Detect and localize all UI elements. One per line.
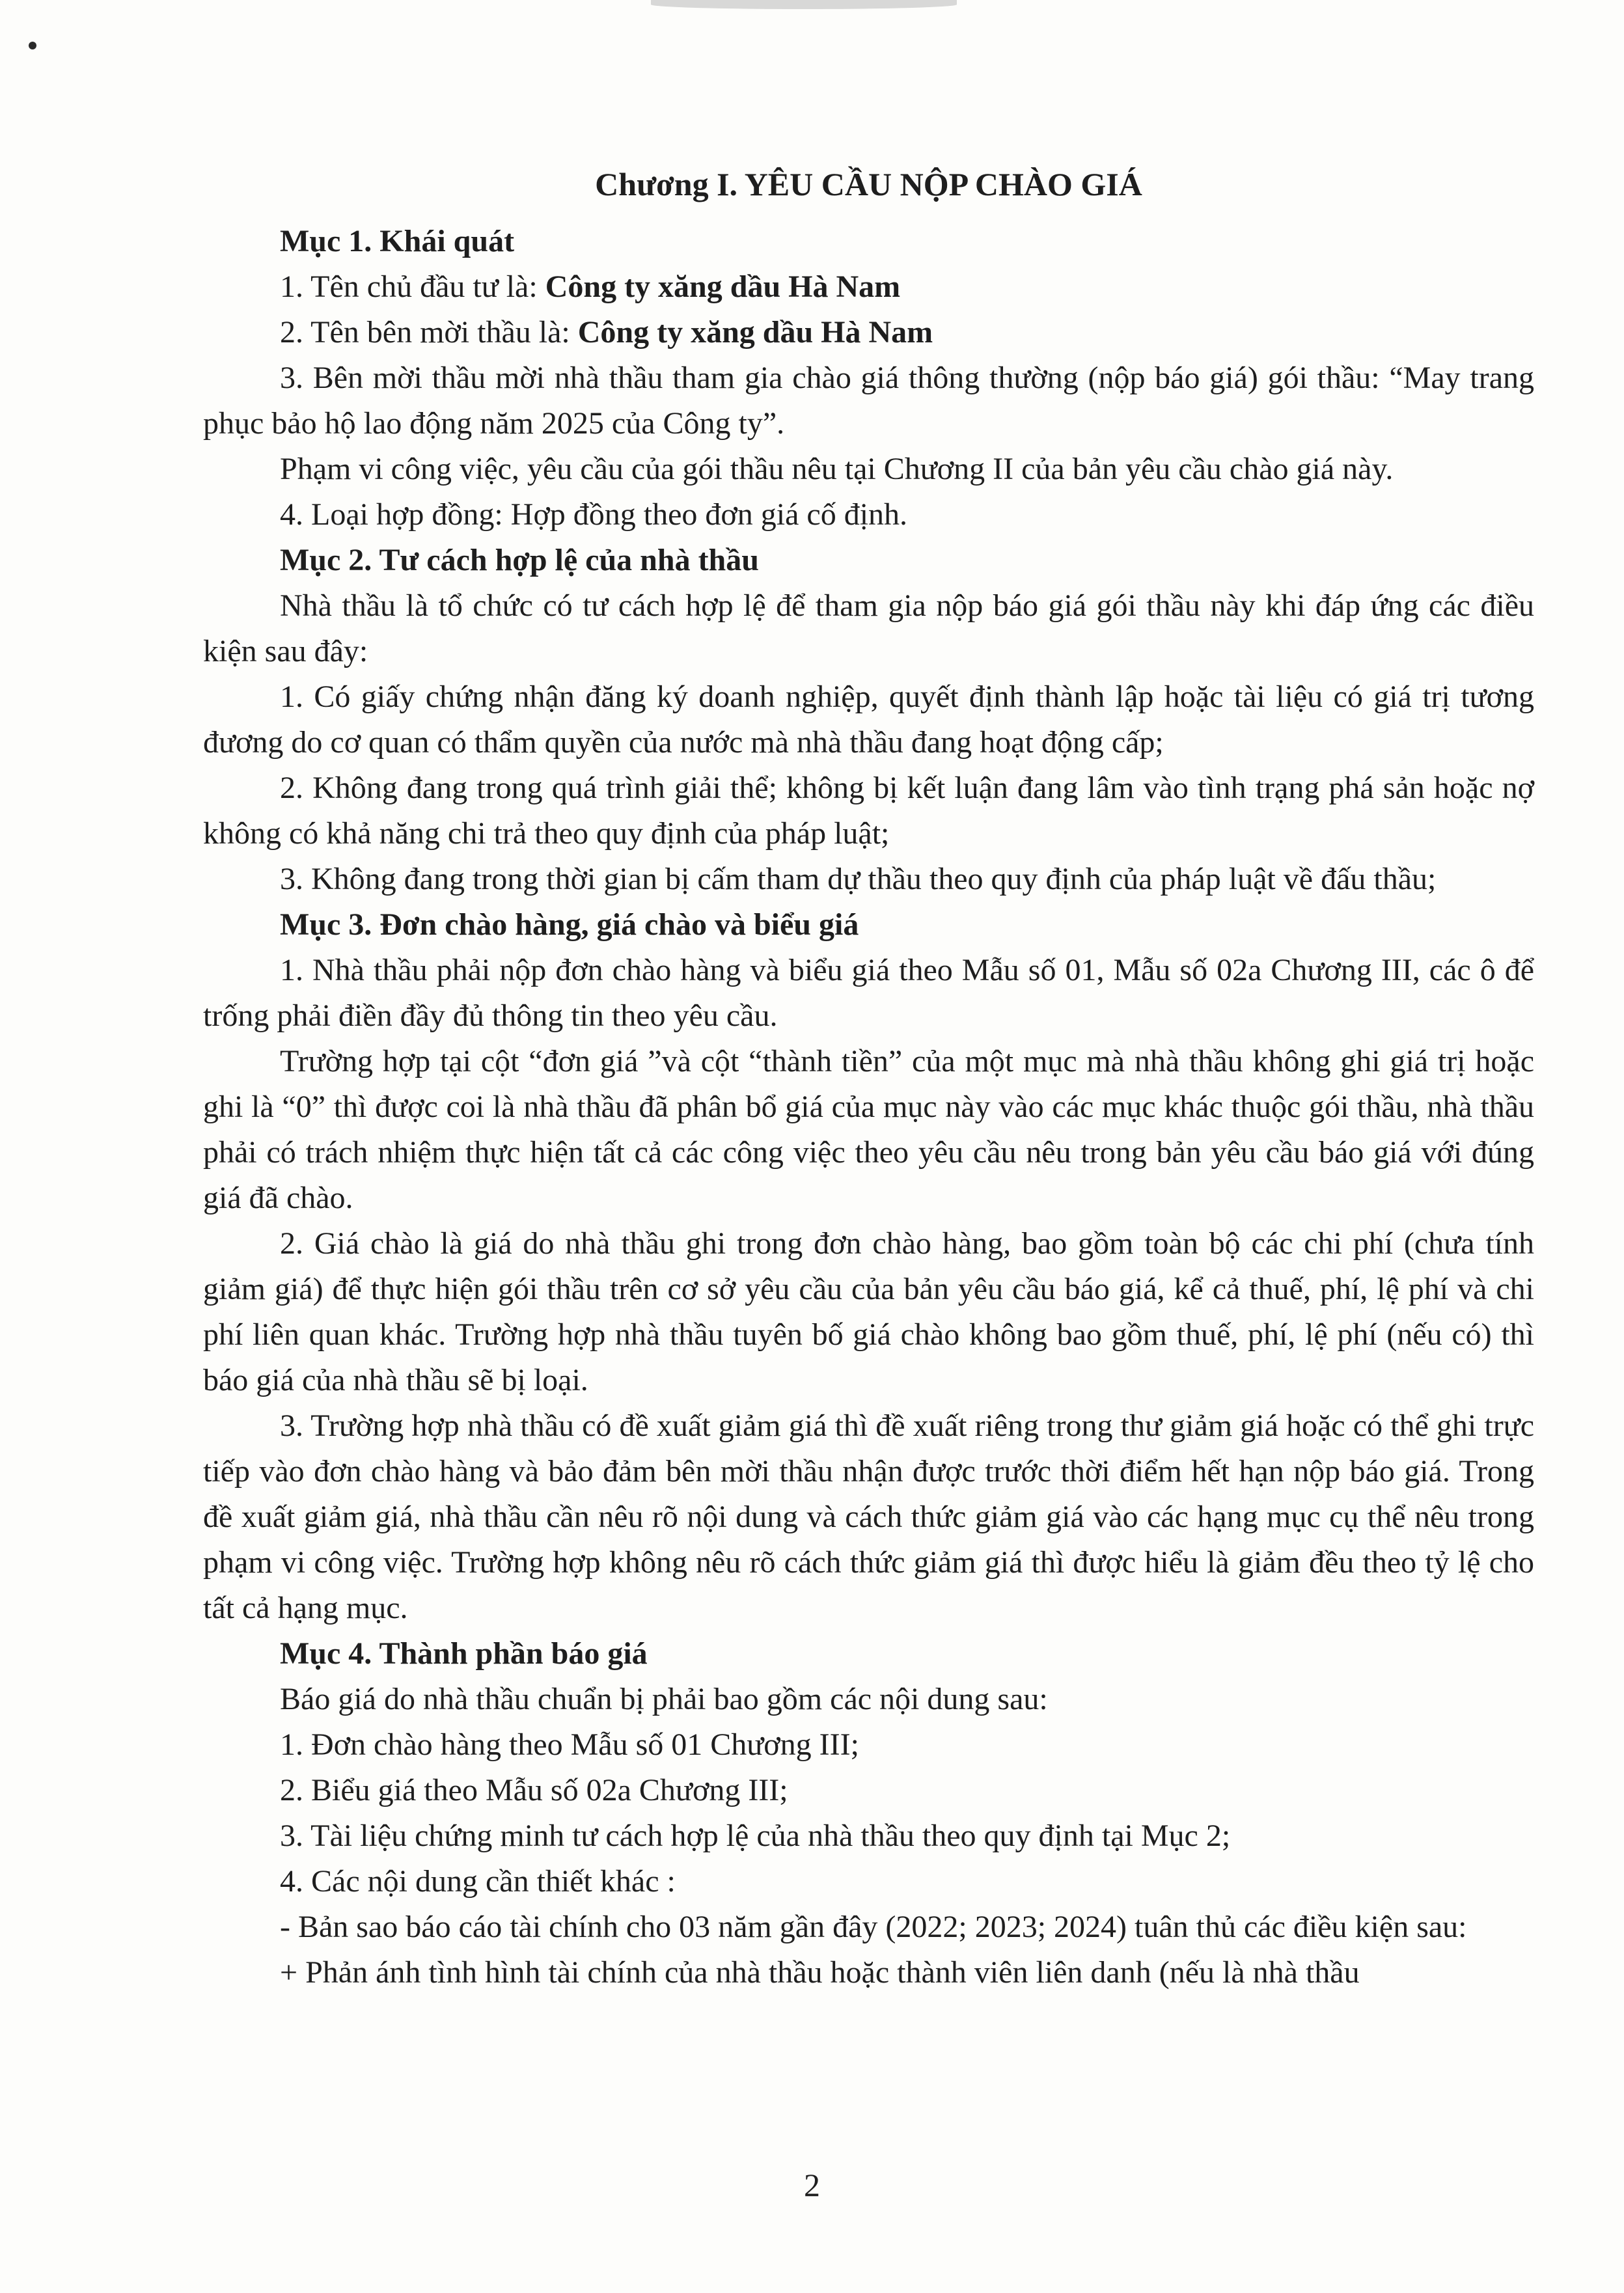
section-heading-muc1: Mục 1. Khái quát: [280, 224, 515, 258]
muc1-line-2-label: 2. Tên bên mời thầu là:: [280, 315, 578, 350]
muc4-line-2: 2. Biểu giá theo Mẫu số 02a Chương III;: [280, 1773, 788, 1807]
muc1-line-1-label: 1. Tên chủ đầu tư là:: [280, 269, 545, 304]
section-heading-muc3: Mục 3. Đơn chào hàng, giá chào và biểu giá: [280, 907, 859, 942]
document-body: [203, 155, 1534, 1996]
muc3-line-2: 2. Giá chào là giá do nhà thầu ghi trong đơn chào hàng, bao gồm toàn bộ các chi phí (chưa tính giảm giá) để thực hiện gói thầu trên cơ sở yêu cầu của bản yêu cầu báo giá, kể cả thuế, phí, lệ phí và chi phí liên quan khác. Trường hợp nhà thầu tuyên bố giá chào không bao gồm thuế, phí, lệ phí (nếu có) thì báo giá của nhà thầu sẽ bị loại.: [203, 1226, 1534, 1397]
section-heading-muc2: Mục 2. Tư cách hợp lệ của nhà thầu: [280, 543, 759, 577]
muc1-line-3: 3. Bên mời thầu mời nhà thầu tham gia chào giá thông thường (nộp báo giá) gói thầu: “May trang phục bảo hộ lao động năm 2025 của Công ty”.: [203, 361, 1534, 441]
muc4-line-3: 3. Tài liệu chứng minh tư cách hợp lệ của nhà thầu theo quy định tại Mục 2;: [280, 1819, 1231, 1853]
muc1-line-3b: Phạm vi công việc, yêu cầu của gói thầu nêu tại Chương II của bản yêu cầu chào giá này.: [280, 452, 1394, 486]
muc3-line-1b: Trường hợp tại cột “đơn giá ”và cột “thành tiền” của một mục mà nhà thầu không ghi giá trị hoặc ghi là “0” thì được coi là nhà thầu đã phân bổ giá của mục này vào các mục khác thuộc gói thầu, nhà thầu phải có trách nhiệm thực hiện tất cả các công việc theo yêu cầu nêu trong bản yêu cầu báo giá với đúng giá đã chào.: [203, 1044, 1534, 1215]
muc3-line-3: 3. Trường hợp nhà thầu có đề xuất giảm giá thì đề xuất riêng trong thư giảm giá hoặc có thể ghi trực tiếp vào đơn chào hàng và bảo đảm bên mời thầu nhận được trước thời điểm hết hạn nộp báo giá. Trong đề xuất giảm giá, nhà thầu cần nêu rõ nội dung và cách thức giảm giá vào các hạng mục cụ thể nêu trong phạm vi công việc. Trường hợp không nêu rõ cách thức giảm giá thì được hiểu là giảm đều theo tỷ lệ cho tất cả hạng mục.: [203, 1408, 1534, 1625]
page-number: 2: [804, 2167, 820, 2203]
muc1-line-2: [203, 310, 1534, 355]
muc1-line-4: 4. Loại hợp đồng: Hợp đồng theo đơn giá cố định.: [280, 497, 908, 532]
muc4-line-4: 4. Các nội dung cần thiết khác :: [280, 1864, 676, 1899]
muc1-line-1: [203, 264, 1534, 310]
muc3-line-1: 1. Nhà thầu phải nộp đơn chào hàng và biểu giá theo Mẫu số 01, Mẫu số 02a Chương III, các ô để trống phải điền đầy đủ thông tin theo yêu cầu.: [203, 953, 1534, 1033]
muc2-line-3: 3. Không đang trong thời gian bị cấm tham dự thầu theo quy định của pháp luật về đấu thầu;: [280, 862, 1437, 896]
muc1-inviter-name: Công ty xăng dầu Hà Nam: [577, 315, 933, 350]
section-heading-muc4: Mục 4. Thành phần báo giá: [280, 1636, 648, 1671]
muc1-owner-name: Công ty xăng dầu Hà Nam: [545, 269, 901, 304]
muc2-intro: Nhà thầu là tổ chức có tư cách hợp lệ để tham gia nộp báo giá gói thầu này khi đáp ứng các điều kiện sau đây:: [203, 588, 1534, 668]
muc4-line-6: + Phản ánh tình hình tài chính của nhà thầu hoặc thành viên liên danh (nếu là nhà thầu: [280, 1955, 1360, 1990]
muc2-line-2: 2. Không đang trong quá trình giải thể; không bị kết luận đang lâm vào tình trạng phá sản hoặc nợ không có khả năng chi trả theo quy định của pháp luật;: [203, 771, 1534, 851]
muc4-line-1: 1. Đơn chào hàng theo Mẫu số 01 Chương III;: [280, 1727, 859, 1762]
scan-edge-shadow: [651, 0, 957, 9]
muc2-line-1: 1. Có giấy chứng nhận đăng ký doanh nghiệp, quyết định thành lập hoặc tài liệu có giá trị tương đương do cơ quan có thẩm quyền của nước mà nhà thầu đang hoạt động cấp;: [203, 680, 1534, 760]
chapter-title: Chương I. YÊU CẦU NỘP CHÀO GIÁ: [595, 166, 1142, 202]
muc4-intro: Báo giá do nhà thầu chuẩn bị phải bao gồm các nội dung sau:: [280, 1682, 1048, 1716]
muc4-line-5: - Bản sao báo cáo tài chính cho 03 năm gần đây (2022; 2023; 2024) tuân thủ các điều kiện sau:: [280, 1910, 1467, 1944]
scan-dot-mark: [29, 42, 36, 49]
